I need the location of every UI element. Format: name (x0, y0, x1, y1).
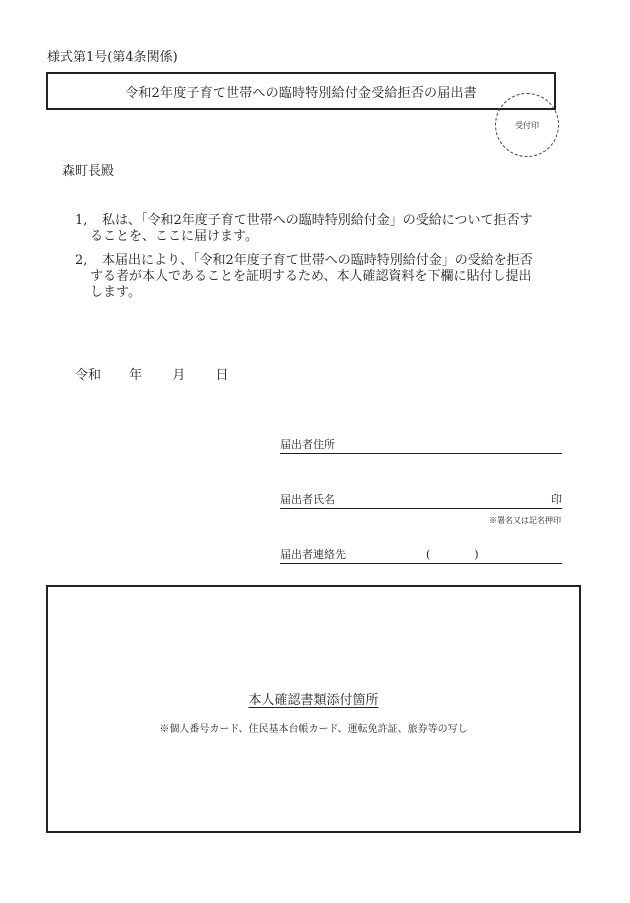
id-section-title-text: 本人確認書類添付箇所 (248, 693, 379, 708)
id-section-note: ※個人番号カード、住民基本台帳カード、運転免許証、旅券等の写し (159, 724, 468, 735)
item-line: ることを、ここに届けます。 (90, 229, 258, 244)
date-era: 令和 (75, 368, 102, 383)
id-document-attachment-box (46, 585, 581, 833)
date-line (75, 364, 228, 383)
item-body (90, 253, 533, 301)
contact-parens: ( ) (426, 548, 479, 561)
address-field[interactable] (280, 436, 562, 454)
document-title-box (46, 72, 556, 110)
name-label: 届出者氏名 (280, 493, 335, 506)
contact-label: 届出者連絡先 (280, 548, 346, 561)
document-title: 令和2年度子育て世帯への臨時特別給付金受給拒否の届出書 (125, 85, 477, 101)
item-line: します。 (90, 285, 141, 300)
signature-note: ※署名又は記名押印 (489, 516, 561, 525)
seal-mark: 印 (551, 493, 562, 506)
contact-field[interactable] (280, 546, 562, 564)
item-number: 1, (75, 213, 88, 228)
reception-stamp-circle (495, 93, 559, 157)
name-field[interactable] (280, 491, 562, 509)
date-month: 月 (172, 368, 186, 383)
address-label: 届出者住所 (280, 438, 335, 451)
id-section-title (48, 689, 579, 708)
item-line: 私は、「令和2年度子育て世帯への臨時特別給付金」の受給について拒否す (102, 213, 533, 228)
item-body (90, 213, 533, 245)
item-number: 2, (75, 253, 88, 268)
item-line: 本届出により、「令和2年度子育て世帯への臨時特別給付金」の受給を拒否 (102, 253, 533, 268)
reception-stamp-label: 受付印 (515, 120, 539, 130)
item-line: する者が本人であることを証明するため、本人確認資料を下欄に貼付し提出 (90, 269, 532, 284)
date-day: 日 (215, 368, 229, 383)
date-year: 年 (129, 368, 143, 383)
form-number: 様式第1号(第4条関係) (47, 50, 178, 65)
addressee: 森町長殿 (62, 164, 115, 179)
